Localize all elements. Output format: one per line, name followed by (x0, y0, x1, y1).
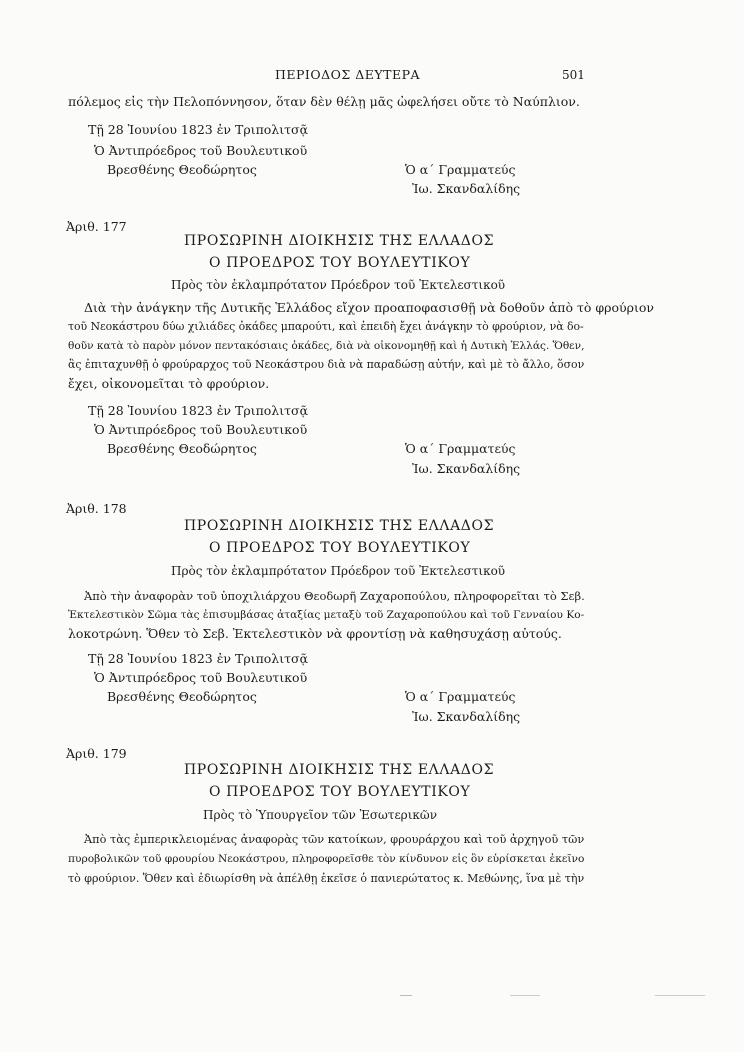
doc-179-body-line-2: πυροβολικῶν τοῦ φρουρίου Νεοκάστρου, πληροφορεῖσθε τὸν κίνδυνον εἰς ὃν εὑρίσκεται ἐκεῖνο (68, 852, 585, 865)
doc-177-vice-title: Ὁ Ἀντιπρόεδρος τοῦ Βουλευτικοῦ (94, 422, 308, 437)
doc-177-heading-2: Ο ΠΡΟΕΔΡΟΣ ΤΟΥ ΒΟΥΛΕΥΤΙΚΟΥ (209, 255, 471, 271)
doc-178-date: Τῇ 28 Ἰουνίου 1823 ἐν Τριπολιτσᾷ (88, 651, 309, 666)
doc-177-body-line-1: Διὰ τὴν ἀνάγκην τῆς Δυτικῆς Ἑλλάδος εἴχον προαποφασισθῇ νὰ δοθοῦν ἀπὸ τὸ φρούριον (84, 300, 654, 315)
doc-179-number: Ἀριθ. 179 (66, 746, 127, 761)
doc-177-secretary-title: Ὁ α΄ Γραμματεύς (405, 441, 516, 456)
doc-177-heading-1: ΠΡΟΣΩΡΙΝΗ ΔΙΟΙΚΗΣΙΣ ΤΗΣ ΕΛΛΑΔΟΣ (184, 233, 495, 249)
intro-vice-title: Ὁ Ἀντιπρόεδρος τοῦ Βουλευτικοῦ (94, 143, 308, 158)
doc-177-vice-name: Βρεσθένης Θεοδώρητος (107, 441, 257, 456)
doc-178-number: Ἀριθ. 178 (66, 501, 127, 516)
doc-177-body-line-3: θοῦν κατὰ τὸ παρὸν μόνον πεντακόσιαις ὀκάδες, διὰ νὰ οἰκονομηθῇ καὶ ἡ Δυτικὴ Ἑλλάς. Ὅθεν, (68, 340, 585, 352)
doc-177-secretary-name: Ἰω. Σκανδαλίδης (412, 461, 521, 476)
doc-178-vice-name: Βρεσθένης Θεοδώρητος (107, 689, 257, 704)
doc-177-number: Ἀριθ. 177 (66, 219, 127, 234)
doc-178-body-line-3: λοκοτρώνη. Ὅθεν τὸ Σεβ. Ἐκτελεστικὸν νὰ φροντίσῃ νὰ καθησυχάσῃ αὐτούς. (68, 626, 562, 641)
running-header: ΠΕΡΙΟΔΟΣ ΔΕΥΤΕΡΑ (275, 67, 421, 82)
intro-vice-name: Βρεσθένης Θεοδώρητος (107, 162, 257, 177)
intro-secretary-name: Ἰω. Σκανδαλίδης (412, 181, 521, 196)
intro-line: πόλεμος εἰς τὴν Πελοπόννησον, ὅταν δὲν θέλῃ μᾶς ὠφελήσει οὔτε τὸ Ναύπλιον. (68, 94, 580, 109)
scan-artifact (400, 995, 412, 996)
doc-178-secretary-name: Ἰω. Σκανδαλίδης (412, 709, 521, 724)
intro-secretary-title: Ὁ α΄ Γραμματεύς (405, 162, 516, 177)
doc-177-body-line-4: ἂς ἐπιταχυνθῇ ὁ φρούραρχος τοῦ Νεοκάστρου διὰ νὰ παραδώσῃ αὐτήν, καὶ μὲ τὸ ἄλλο, ὅσον (68, 358, 585, 371)
doc-179-body-line-1: Ἀπὸ τὰς ἐμπερικλειομένας ἀναφορὰς τῶν κατοίκων, φρουράρχου καὶ τοῦ ἀρχηγοῦ τῶν (84, 832, 585, 846)
doc-178-vice-title: Ὁ Ἀντιπρόεδρος τοῦ Βουλευτικοῦ (94, 670, 308, 685)
scan-artifact (655, 995, 705, 996)
doc-177-body-line-5: ἔχει, οἰκονομεῖται τὸ φρούριον. (68, 376, 270, 391)
doc-179-body-line-3: τὸ φρούριον. Ὅθεν καὶ ἐδιωρίσθη νὰ ἀπέλθῃ ἐκεῖσε ὁ πανιερώτατος κ. Μεθώνης, ἵνα μὲ τὴν (68, 872, 585, 885)
doc-179-address: Πρὸς τὸ Ὑπουργεῖον τῶν Ἐσωτερικῶν (203, 808, 437, 822)
doc-179-heading-2: Ο ΠΡΟΕΔΡΟΣ ΤΟΥ ΒΟΥΛΕΥΤΙΚΟΥ (209, 784, 471, 800)
doc-178-body-line-1: Ἀπὸ τὴν ἀναφορὰν τοῦ ὑποχιλιάρχου Θεοδωρῆ Ζαχαροπούλου, πληροφορεῖται τὸ Σεβ. (84, 589, 585, 603)
intro-date: Τῇ 28 Ἰουνίου 1823 ἐν Τριπολιτσᾷ (88, 122, 309, 137)
doc-177-address: Πρὸς τὸν ἐκλαμπρότατον Πρόεδρον τοῦ Ἐκτελεστικοῦ (171, 278, 506, 292)
doc-178-address: Πρὸς τὸν ἐκλαμπρότατον Πρόεδρον τοῦ Ἐκτελεστικοῦ (171, 564, 506, 578)
doc-178-secretary-title: Ὁ α΄ Γραμματεύς (405, 689, 516, 704)
doc-178-heading-1: ΠΡΟΣΩΡΙΝΗ ΔΙΟΙΚΗΣΙΣ ΤΗΣ ΕΛΛΑΔΟΣ (184, 518, 495, 534)
page-number: 501 (562, 68, 585, 82)
doc-177-body-line-2: τοῦ Νεοκάστρου δύω χιλιάδες ὀκάδες μπαρούτι, καὶ ἐπειδὴ ἔχει ἀνάγκην τὸ φρούριον, νὰ δο- (68, 320, 584, 333)
doc-178-body-line-2: Ἐκτελεστικὸν Σῶμα τὰς ἐπισυμβάσας ἀταξίας μεταξὺ τοῦ Ζαχαροπούλου καὶ τοῦ Γενναίου Κο- (68, 609, 585, 621)
scan-artifact (510, 995, 540, 996)
doc-178-heading-2: Ο ΠΡΟΕΔΡΟΣ ΤΟΥ ΒΟΥΛΕΥΤΙΚΟΥ (209, 540, 471, 556)
doc-177-date: Τῇ 28 Ἰουνίου 1823 ἐν Τριπολιτσᾷ (88, 403, 309, 418)
doc-179-heading-1: ΠΡΟΣΩΡΙΝΗ ΔΙΟΙΚΗΣΙΣ ΤΗΣ ΕΛΛΑΔΟΣ (184, 762, 495, 778)
